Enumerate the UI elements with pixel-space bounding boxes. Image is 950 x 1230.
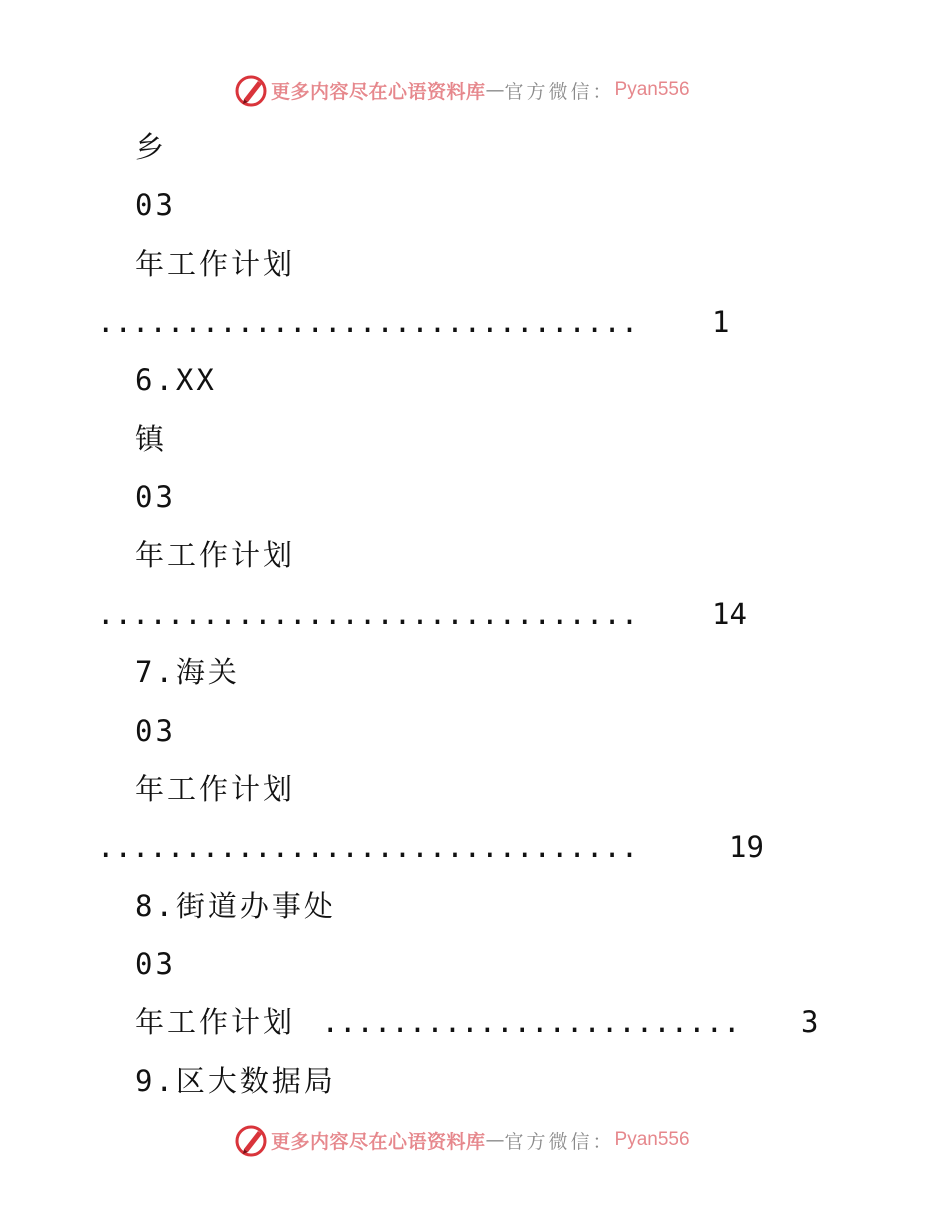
toc-line-16 bbox=[135, 1002, 741, 1042]
watermark-id: Pyan556 bbox=[614, 79, 690, 100]
toc-leader-2: ............................... bbox=[97, 597, 639, 631]
watermark-separator: — bbox=[485, 79, 505, 101]
toc-line-15: 03 bbox=[135, 947, 176, 981]
watermark-official: 官方微信： bbox=[504, 1130, 615, 1153]
watermark-banner-top bbox=[234, 72, 690, 108]
toc-leader-4: ........................ bbox=[321, 1005, 741, 1039]
pen-logo-icon bbox=[234, 73, 268, 107]
toc-leader-3: ............................... bbox=[97, 830, 639, 864]
toc-line-14: 8.街道办事处 bbox=[135, 889, 336, 923]
toc-line-7: 03 bbox=[135, 480, 176, 514]
toc-line-5: 6.XX bbox=[135, 363, 217, 397]
toc-page-3: 19 bbox=[729, 830, 764, 864]
toc-line-8: 年工作计划 bbox=[135, 538, 296, 572]
pen-logo-icon bbox=[234, 1123, 268, 1157]
watermark-text: 更多内容尽在心语资料库 bbox=[271, 80, 486, 103]
toc-line-1: 乡 bbox=[135, 130, 168, 164]
toc-line-6: 镇 bbox=[135, 422, 168, 456]
toc-line-10: 7.海关 bbox=[135, 655, 240, 689]
toc-line-3: 年工作计划 bbox=[135, 247, 296, 281]
toc-line-17: 9.区大数据局 bbox=[135, 1064, 336, 1098]
watermark-banner-bottom bbox=[234, 1122, 690, 1158]
toc-page-4: 3 bbox=[801, 1005, 819, 1039]
toc-page-1: 1 bbox=[712, 305, 730, 339]
watermark-separator: — bbox=[485, 1129, 505, 1151]
watermark-text: 更多内容尽在心语资料库 bbox=[271, 1130, 486, 1153]
toc-page-2: 14 bbox=[712, 597, 747, 631]
toc-line-2: 03 bbox=[135, 188, 176, 222]
toc-line-12: 年工作计划 bbox=[135, 772, 296, 806]
watermark-id: Pyan556 bbox=[614, 1129, 690, 1150]
watermark-official: 官方微信： bbox=[504, 80, 615, 103]
toc-line-16-label: 年工作计划 bbox=[135, 1005, 296, 1039]
toc-line-11: 03 bbox=[135, 714, 176, 748]
toc-leader-1: ............................... bbox=[97, 305, 639, 339]
